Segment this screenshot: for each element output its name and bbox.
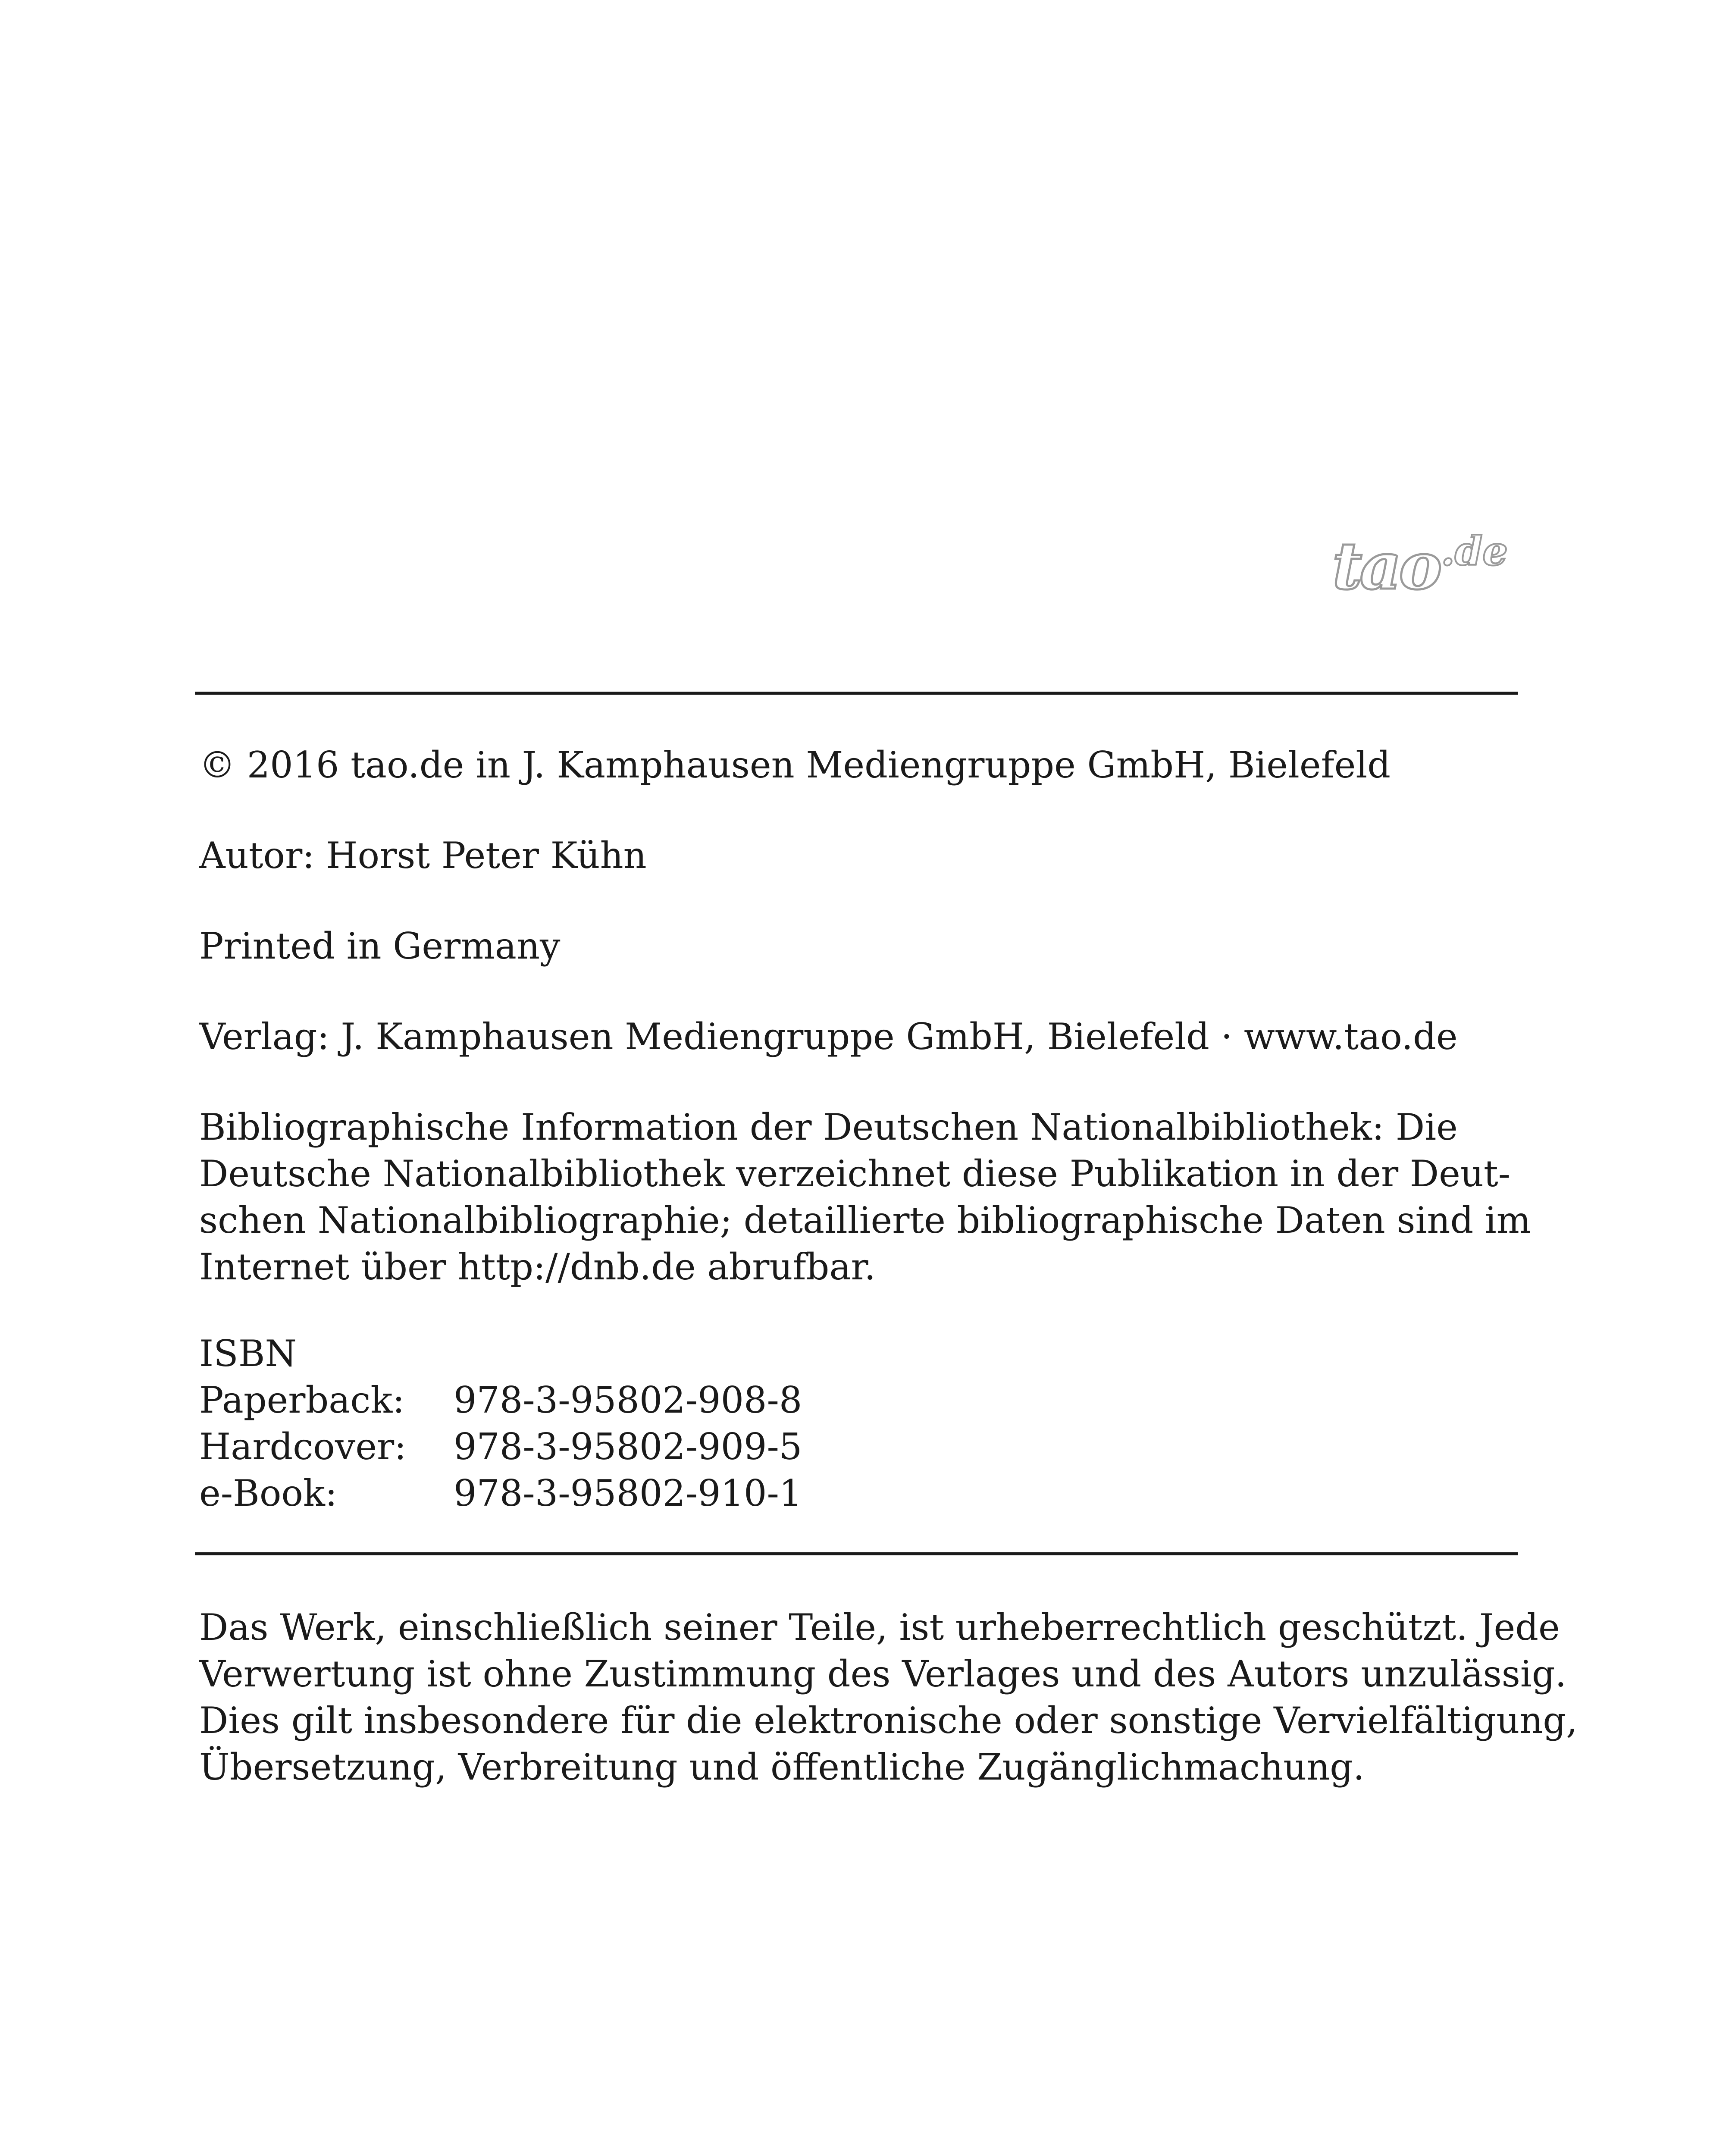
isbn-label: Hardcover: <box>199 1426 407 1468</box>
bibliography-paragraph <box>199 1104 1531 1290</box>
isbn-row-ebook <box>199 1470 1519 1517</box>
legal-line: Das Werk, einschließlich seiner Teile, ist urheberrechtlich geschützt. Jede <box>199 1606 1560 1648</box>
isbn-row-paperback <box>199 1377 1519 1423</box>
isbn-heading: ISBN <box>199 1332 297 1375</box>
legal-line: Übersetzung, Verbreitung und öffentliche Zugänglichmachung. <box>199 1746 1365 1788</box>
legal-line: Dies gilt insbesondere für die elektronische oder sonstige Vervielfältigung, <box>199 1699 1578 1742</box>
isbn-value: 978-3-95802-908-8 <box>454 1379 802 1421</box>
tao-de-logo <box>1328 524 1518 610</box>
isbn-block <box>199 1330 1519 1517</box>
top-divider <box>195 692 1518 695</box>
isbn-value: 978-3-95802-909-5 <box>454 1426 802 1468</box>
bibliography-line: Internet über http://dnb.de abrufbar. <box>199 1246 876 1288</box>
isbn-value: 978-3-95802-910-1 <box>454 1472 802 1514</box>
copyright-line: © 2016 tao.de in J. Kamphausen Mediengruppe GmbH, Bielefeld <box>199 744 1391 786</box>
bibliography-line: schen Nationalbibliographie; detaillierte bibliographische Daten sind im <box>199 1199 1531 1241</box>
isbn-row-hardcover <box>199 1423 1519 1470</box>
author-line: Autor: Horst Peter Kühn <box>199 834 647 877</box>
publisher-line: Verlag: J. Kamphausen Mediengruppe GmbH, Bielefeld · www.tao.de <box>199 1015 1458 1058</box>
legal-paragraph <box>199 1604 1578 1790</box>
printed-line: Printed in Germany <box>199 925 561 967</box>
bottom-divider <box>195 1552 1518 1555</box>
svg-text:tao: tao <box>1332 528 1440 604</box>
legal-line: Verwertung ist ohne Zustimmung des Verlages und des Autors unzulässig. <box>199 1653 1567 1695</box>
isbn-label: e-Book: <box>199 1472 338 1514</box>
svg-text:.de: .de <box>1441 528 1508 574</box>
bibliography-line: Bibliographische Information der Deutschen Nationalbibliothek: Die <box>199 1106 1458 1148</box>
bibliography-line: Deutsche Nationalbibliothek verzeichnet diese Publikation in der Deut- <box>199 1153 1511 1195</box>
isbn-label: Paperback: <box>199 1379 405 1421</box>
